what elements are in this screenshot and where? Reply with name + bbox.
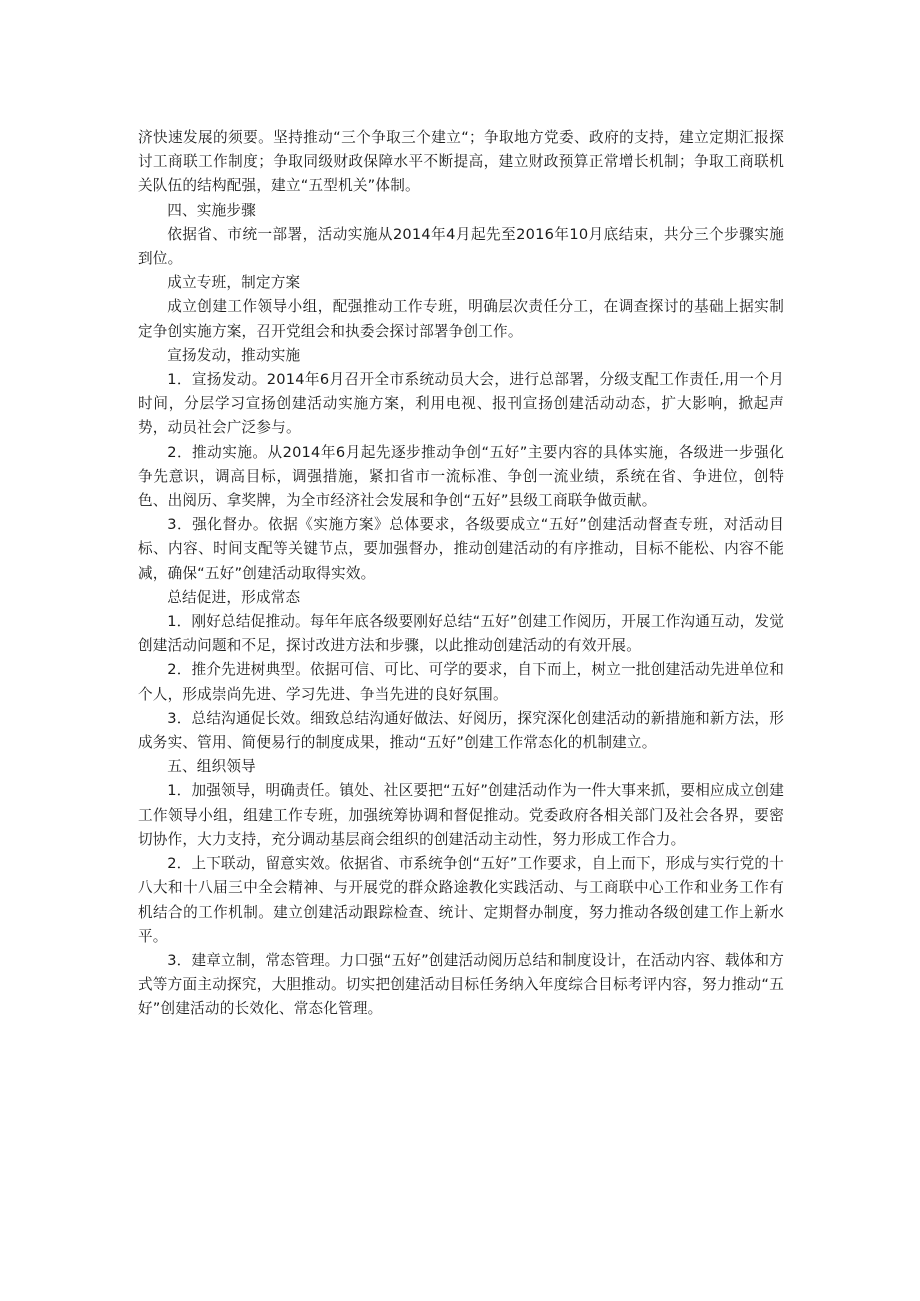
document-body — [138, 126, 784, 1022]
paragraph-promotion-3: 3．强化督办。依据《实施方案》总体要求，各级要成立“五好”创建活动督查专班，对活动目标、内容、时间支配等关键节点，要加强督办，推动创建活动的有序推动，目标不能松、内容不能减，确保“五好”创建活动取得实效。 — [138, 516, 784, 582]
paragraph-promotion-2: 2．推动实施。从2014年6月起先逐步推动争创“五好”主要内容的具体实施，各级进一步强化争先意识，调高目标，调强措施，紧扣省市一流标准、争创一流业绩，系统在省、争进位，创特色、出阅历、拿奖牌，为全市经济社会发展和争创“五好”县级工商联争做贡献。 — [138, 443, 784, 510]
paragraph-schedule: 依据省、市统一部署，活动实施从2014年4月起先至2016年10月底结束，共分三个步骤实施到位。 — [138, 225, 784, 268]
subheading-summary: 总结促进，形成常态 — [167, 588, 301, 606]
subheading-promotion: 宣扬发动，推动实施 — [167, 346, 301, 364]
paragraph-promotion-1: 1．宣扬发动。2014年6月召开全市系统动员大会，进行总部署，分级支配工作责任,用一个月时间，分层学习宣扬创建活动实施方案，利用电视、报刊宣扬创建活动动态，扩大影响，掀起声势，动员社会广泛参与。 — [138, 371, 784, 437]
paragraph-summary-3: 3．总结沟通促长效。细致总结沟通好做法、好阅历，探究深化创建活动的新措施和新方法，形成务实、管用、简便易行的制度成果，推动“五好”创建工作常态化的机制建立。 — [138, 709, 784, 752]
paragraph-leadership-1: 1．加强领导，明确责任。镇处、社区要把“五好”创建活动作为一件大事来抓，要相应成立创建工作领导小组，组建工作专班，加强统筹协调和督促推动。党委政府各相关部门及社会各界，要密切协作，大力支持，充分调动基层商会组织的创建活动主动性，努力形成工作合力。 — [138, 782, 784, 848]
paragraph-leadership-2: 2．上下联动，留意实效。依据省、市系统争创“五好”工作要求，自上而下，形成与实行党的十八大和十八届三中全会精神、与开展党的群众路途教化实践活动、与工商联中心工作和业务工作有机结合的工作机制。建立创建活动跟踪检查、统计、定期督办制度，努力推动各级创建工作上新水平。 — [138, 855, 784, 945]
paragraph-leadership-3: 3．建章立制，常态管理。力口强“五好”创建活动阅历总结和制度设计，在活动内容、载体和方式等方面主动探究，大胆推动。切实把创建活动目标任务纳入年度综合目标考评内容，努力推动“五好”创建活动的长效化、常态化管理。 — [138, 951, 784, 1018]
paragraph-setup-team: 成立创建工作领导小组，配强推动工作专班，明确层次责任分工，在调查探讨的基础上据实制定争创实施方案，召开党组会和执委会探讨部署争创工作。 — [138, 298, 784, 340]
section-heading-implementation-steps: 四、实施步骤 — [167, 201, 256, 219]
paragraph-summary-2: 2．推介先进树典型。依据可信、可比、可学的要求，自下而上，树立一批创建活动先进单位和个人，形成崇尚先进、学习先进、争当先进的良好氛围。 — [138, 661, 784, 703]
section-heading-leadership: 五、组织领导 — [167, 758, 256, 776]
paragraph-summary-1: 1．刚好总结促推动。每年年底各级要刚好总结“五好”创建工作阅历，开展工作沟通互动，发觉创建活动问题和不足，探讨改进方法和步骤，以此推动创建活动的有效开展。 — [138, 613, 784, 655]
subheading-setup-team: 成立专班，制定方案 — [167, 274, 301, 292]
paragraph-intro: 济快速发展的须要。坚持推动“三个争取三个建立“；争取地方党委、政府的支持，建立定期汇报探讨工商联工作制度；争取同级财政保障水平不断提高，建立财政预算正常增长机制；争取工商联机关队伍的结构配强，建立“五型机关”体制。 — [138, 129, 784, 195]
